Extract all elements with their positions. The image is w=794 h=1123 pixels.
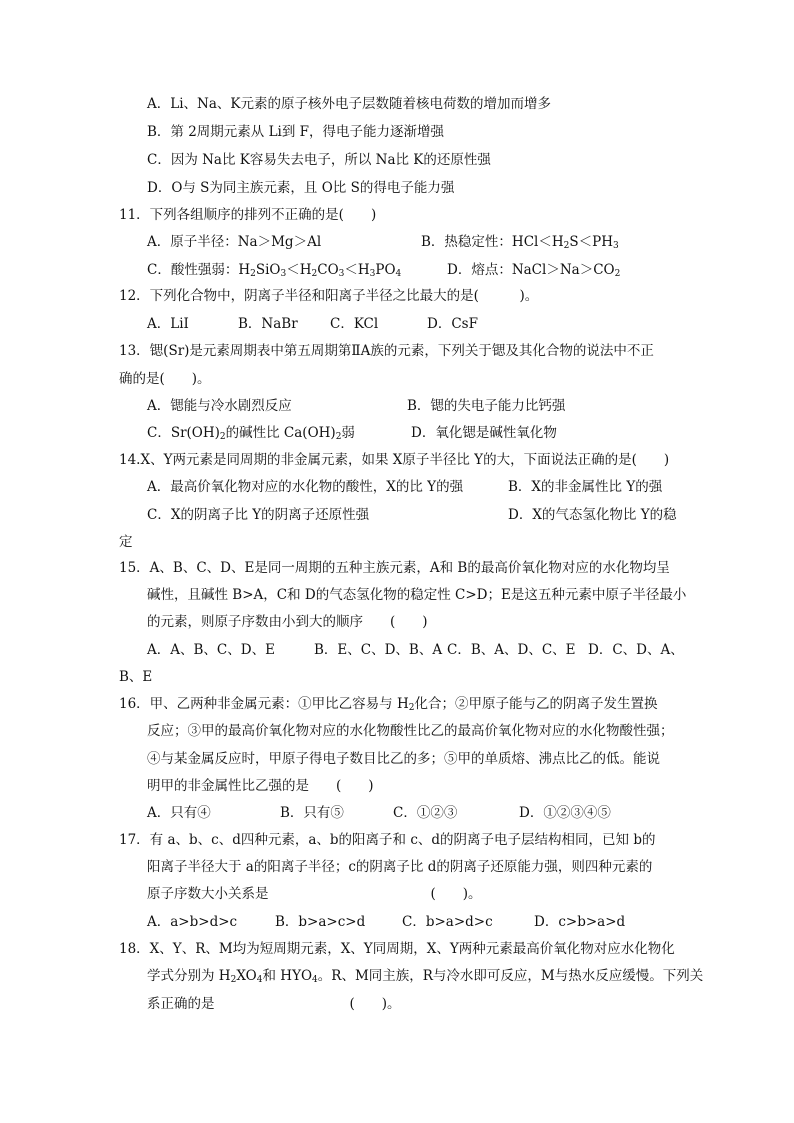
q15-stem-line3: 的元素，则原子序数由小到大的顺序 ( ) bbox=[147, 614, 428, 630]
q13-option-d: D．氧化锶是碱性氧化物 bbox=[411, 425, 557, 441]
q16-option-d: D．①②③④⑤ bbox=[519, 805, 611, 821]
q17-option-c: C．b>a>d>c bbox=[402, 914, 493, 930]
q16-stem-line4: 明甲的非金属性比乙强的是 ( ) bbox=[147, 778, 374, 794]
q16-option-a: A．只有④ bbox=[147, 805, 211, 821]
q15-option-c: C．B、A、D、C、E bbox=[447, 642, 576, 658]
q13-option-b: B．锶的失电子能力比钙强 bbox=[407, 398, 566, 414]
q15-stem-line2: 碱性，且碱性 B>A，C和 D的气态氢化物的稳定性 C>D；E是这五种元素中原子半径最小 bbox=[147, 587, 687, 603]
q14-option-b: B．X的非金属性比 Y的强 bbox=[508, 479, 663, 495]
q17-stem-line3: 原子序数大小关系是 ( )。 bbox=[147, 886, 482, 902]
q12-option-d: D．CsF bbox=[427, 316, 478, 332]
q16-stem-line3: ④与某金属反应时，甲原子得电子数目比乙的多；⑤甲的单质熔、沸点比乙的低。能说 bbox=[147, 751, 660, 767]
q18-stem-line1: 18．X、Y、R、M均为短周期元素，X、Y同周期，X、Y两种元素最高价氧化物对应水化物化 bbox=[119, 941, 675, 957]
q15-stem-line1: 15．A、B、C、D、E是同一周期的五种主族元素，A和 B的最高价氧化物对应的水化物均呈 bbox=[119, 560, 670, 576]
q15-option-b: B．E、C、D、B、A bbox=[314, 642, 443, 658]
q13-option-a: A．锶能与冷水剧烈反应 bbox=[147, 398, 292, 414]
q12-stem: 12．下列化合物中，阴离子半径和阳离子半径之比最大的是( )。 bbox=[119, 288, 539, 304]
q11-option-d: D．熔点：$NaCl>Na>CO_2$ bbox=[447, 262, 621, 279]
q10-option-a: A．Li、Na、K元素的原子核外电子层数随着核电荷数的增加而增多 bbox=[147, 96, 551, 112]
q13-option-c: C．$Sr(OH)_2$的碱性比 $Ca(OH)_2$弱 bbox=[147, 425, 355, 442]
q17-option-a: A．a>b>d>c bbox=[147, 914, 238, 930]
q11-option-b: B．热稳定性：$HCl<H_2S<PH_3$ bbox=[421, 234, 619, 251]
q15-option-d-wrap: B、E bbox=[119, 669, 153, 685]
q14-stem: 14.X、Y两元素是同周期的非金属元素，如果 X原子半径比 Y的大，下面说法正确的是( ) bbox=[119, 452, 670, 468]
q16-stem-line1: 16．甲、乙两种非金属元素：①甲比乙容易与 $H_2$化合；②甲原子能与乙的阴离子发生置换 bbox=[119, 696, 658, 713]
q18-stem-line2: 学式分别为 $H_2XO_4$和 $HYO_4$。R、M同主族，R与冷水即可反应，M与热水反应缓慢。下列关 bbox=[147, 968, 704, 985]
q17-option-d: D．c>b>a>d bbox=[534, 914, 626, 930]
q14-option-c: C．X的阴离子比 Y的阴离子还原性强 bbox=[147, 507, 370, 523]
q16-option-b: B．只有⑤ bbox=[280, 805, 344, 821]
q14-option-a: A．最高价氧化物对应的水化物的酸性，X的比 Y的强 bbox=[147, 479, 464, 495]
q11-option-c: C．酸性强弱：$H_2SiO_3<H_2CO_3<H_3PO_4$ bbox=[147, 262, 402, 279]
q14-option-d: D．X的气态氢化物比 Y的稳 bbox=[508, 507, 677, 523]
q12-option-c: C．KCl bbox=[330, 316, 379, 332]
q14-option-d-wrap: 定 bbox=[119, 534, 133, 550]
q10-option-b: B．第 2周期元素从 Li到 F，得电子能力逐渐增强 bbox=[147, 124, 445, 140]
q15-option-d: D．C、D、A、 bbox=[588, 642, 684, 658]
q18-stem-line3: 系正确的是 ( )。 bbox=[147, 996, 401, 1012]
q10-option-c: C．因为 Na比 K容易失去电子，所以 Na比 K的还原性强 bbox=[147, 152, 491, 168]
q16-option-c: C．①②③ bbox=[393, 805, 458, 821]
q12-option-b: B．NaBr bbox=[238, 316, 298, 332]
q12-option-a: A．LiI bbox=[147, 316, 189, 332]
q11-option-a: A．原子半径：Na＞Mg＞Al bbox=[147, 234, 322, 250]
q10-option-d: D．O与 S为同主族元素，且 O比 S的得电子能力强 bbox=[147, 180, 455, 196]
q16-stem-line2: 反应；③甲的最高价氧化物对应的水化物酸性比乙的最高价氧化物对应的水化物酸性强； bbox=[147, 723, 674, 739]
q17-option-b: B．b>a>c>d bbox=[275, 914, 366, 930]
q15-option-a: A．A、B、C、D、E bbox=[147, 642, 275, 658]
q13-stem-line2: 确的是( )。 bbox=[119, 371, 211, 387]
q17-stem-line2: 阳离子半径大于 a的阳离子半径；c的阴离子比 d的阴离子还原能力强，则四种元素的 bbox=[147, 859, 653, 875]
q11-stem: 11．下列各组顺序的排列不正确的是( ) bbox=[119, 207, 377, 223]
q17-stem-line1: 17．有 a、b、c、d四种元素，a、b的阳离子和 c、d的阴离子电子层结构相同，已知 b的 bbox=[119, 832, 656, 848]
q13-stem-line1: 13．锶(Sr)是元素周期表中第五周期第ⅡA族的元素，下列关于锶及其化合物的说法中不正 bbox=[119, 343, 654, 359]
